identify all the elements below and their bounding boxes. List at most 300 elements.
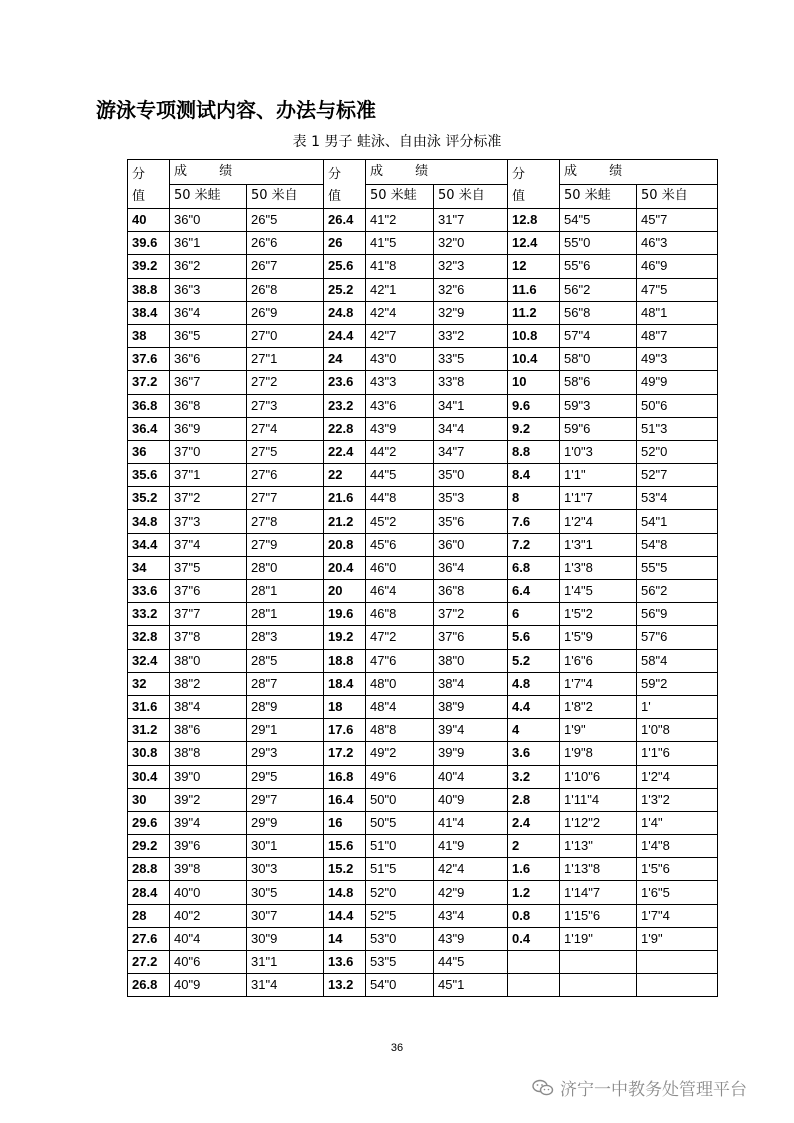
score-cell: 32.4 [128,649,170,672]
score-cell: 36.8 [128,394,170,417]
breaststroke-time-cell: 54"5 [560,209,637,232]
freestyle-time-cell: 28"1 [247,580,324,603]
score-cell: 26.8 [128,974,170,997]
freestyle-time-cell: 35"3 [434,487,508,510]
score-cell: 22.4 [324,440,366,463]
breaststroke-time-cell: 1'13" [560,835,637,858]
score-cell: 16.8 [324,765,366,788]
freestyle-time-cell: 49"9 [637,371,718,394]
table-row [128,603,718,626]
freestyle-time-cell: 27"8 [247,510,324,533]
freestyle-time-cell: 26"7 [247,255,324,278]
breaststroke-time-cell: 37"0 [170,440,247,463]
breaststroke-time-cell: 40"9 [170,974,247,997]
score-cell: 9.2 [508,417,560,440]
breaststroke-time-cell: 45"6 [366,533,434,556]
freestyle-header: 50 米自 [247,184,324,209]
breaststroke-time-cell: 37"1 [170,464,247,487]
freestyle-time-cell: 55"5 [637,556,718,579]
table-row [128,719,718,742]
score-cell [508,974,560,997]
table-row [128,371,718,394]
breaststroke-time-cell: 36"9 [170,417,247,440]
breaststroke-time-cell: 1'6"6 [560,649,637,672]
freestyle-time-cell: 58"4 [637,649,718,672]
breaststroke-time-cell: 36"4 [170,301,247,324]
score-cell: 35.6 [128,464,170,487]
freestyle-time-cell: 39"4 [434,719,508,742]
score-cell: 35.2 [128,487,170,510]
score-cell: 33.2 [128,603,170,626]
score-cell: 29.2 [128,835,170,858]
score-cell: 11.6 [508,278,560,301]
score-cell: 24.4 [324,324,366,347]
breaststroke-time-cell: 48"8 [366,719,434,742]
score-cell: 6 [508,603,560,626]
freestyle-time-cell: 37"2 [434,603,508,626]
score-cell: 30 [128,788,170,811]
freestyle-time-cell: 27"6 [247,464,324,487]
header-row-2 [128,184,718,209]
score-cell: 0.8 [508,904,560,927]
freestyle-time-cell: 28"1 [247,603,324,626]
score-cell: 18 [324,695,366,718]
freestyle-time-cell: 35"0 [434,464,508,487]
freestyle-time-cell: 26"5 [247,209,324,232]
freestyle-time-cell: 28"5 [247,649,324,672]
score-header: 分 值 [128,160,170,209]
freestyle-time-cell: 1'7"4 [637,904,718,927]
breaststroke-time-cell: 44"2 [366,440,434,463]
page-title: 游泳专项测试内容、办法与标准 [96,98,376,122]
freestyle-time-cell: 27"0 [247,324,324,347]
freestyle-time-cell: 56"2 [637,580,718,603]
freestyle-time-cell: 43"9 [434,927,508,950]
breaststroke-time-cell [560,951,637,974]
table-row [128,835,718,858]
breaststroke-time-cell: 53"0 [366,927,434,950]
freestyle-time-cell: 53"4 [637,487,718,510]
score-cell: 6.4 [508,580,560,603]
score-cell: 9.6 [508,394,560,417]
freestyle-time-cell: 31"7 [434,209,508,232]
freestyle-time-cell: 28"7 [247,672,324,695]
score-cell: 31.6 [128,695,170,718]
breaststroke-time-cell: 55"6 [560,255,637,278]
freestyle-header: 50 米自 [637,184,718,209]
breaststroke-time-cell: 56"8 [560,301,637,324]
breaststroke-time-cell: 1'10"6 [560,765,637,788]
table-row [128,394,718,417]
breaststroke-time-cell: 41"2 [366,209,434,232]
freestyle-time-cell: 49"3 [637,348,718,371]
breaststroke-time-cell: 38"0 [170,649,247,672]
breaststroke-time-cell: 54"0 [366,974,434,997]
score-cell: 39.2 [128,255,170,278]
freestyle-time-cell: 32"6 [434,278,508,301]
breaststroke-time-cell: 58"0 [560,348,637,371]
freestyle-time-cell: 29"1 [247,719,324,742]
table-row [128,440,718,463]
freestyle-time-cell: 33"8 [434,371,508,394]
freestyle-time-cell: 28"0 [247,556,324,579]
score-cell: 13.2 [324,974,366,997]
score-cell: 5.6 [508,626,560,649]
freestyle-time-cell: 31"4 [247,974,324,997]
table-row [128,811,718,834]
score-cell: 0.4 [508,927,560,950]
breaststroke-time-cell: 58"6 [560,371,637,394]
freestyle-time-cell: 34"7 [434,440,508,463]
watermark-text: 济宁一中教务处管理平台 [560,1080,747,1100]
breaststroke-time-cell: 1'14"7 [560,881,637,904]
table-row [128,533,718,556]
score-cell: 4.4 [508,695,560,718]
score-cell: 38.8 [128,278,170,301]
freestyle-time-cell: 36"0 [434,533,508,556]
breaststroke-time-cell: 42"7 [366,324,434,347]
freestyle-time-cell: 33"2 [434,324,508,347]
breaststroke-time-cell: 1'11"4 [560,788,637,811]
breaststroke-time-cell: 51"0 [366,835,434,858]
score-cell: 10.8 [508,324,560,347]
breaststroke-time-cell: 38"4 [170,695,247,718]
freestyle-time-cell: 44"5 [434,951,508,974]
table-row [128,904,718,927]
breaststroke-time-cell: 49"6 [366,765,434,788]
breaststroke-time-cell: 1'2"4 [560,510,637,533]
score-cell: 36.4 [128,417,170,440]
breaststroke-time-cell: 1'7"4 [560,672,637,695]
breaststroke-time-cell: 57"4 [560,324,637,347]
score-cell: 21.2 [324,510,366,533]
breaststroke-time-cell: 1'0"3 [560,440,637,463]
score-cell: 28.8 [128,858,170,881]
score-cell: 36 [128,440,170,463]
breaststroke-time-cell: 50"5 [366,811,434,834]
score-cell: 6.8 [508,556,560,579]
freestyle-time-cell: 1'5"6 [637,858,718,881]
breaststroke-time-cell: 46"8 [366,603,434,626]
score-cell: 38.4 [128,301,170,324]
breaststroke-time-cell [560,974,637,997]
freestyle-time-cell: 1' [637,695,718,718]
freestyle-time-cell [637,974,718,997]
score-cell: 10.4 [508,348,560,371]
freestyle-time-cell: 29"9 [247,811,324,834]
score-cell: 20 [324,580,366,603]
freestyle-time-cell: 1'9" [637,927,718,950]
breaststroke-time-cell: 41"8 [366,255,434,278]
table-row [128,556,718,579]
breaststroke-time-cell: 36"5 [170,324,247,347]
freestyle-time-cell: 32"3 [434,255,508,278]
breaststroke-time-cell: 1'12"2 [560,811,637,834]
breaststroke-time-cell: 48"4 [366,695,434,718]
freestyle-time-cell: 27"9 [247,533,324,556]
breaststroke-time-cell: 37"5 [170,556,247,579]
score-cell: 4 [508,719,560,742]
freestyle-time-cell: 36"4 [434,556,508,579]
breaststroke-header: 50 米蛙 [560,184,637,209]
score-header: 分 值 [508,160,560,209]
breaststroke-time-cell: 39"4 [170,811,247,834]
freestyle-time-cell: 32"0 [434,232,508,255]
score-cell: 19.6 [324,603,366,626]
breaststroke-time-cell: 41"5 [366,232,434,255]
score-cell: 34.8 [128,510,170,533]
freestyle-time-cell: 54"1 [637,510,718,533]
breaststroke-time-cell: 39"8 [170,858,247,881]
breaststroke-time-cell: 1'8"2 [560,695,637,718]
breaststroke-time-cell: 36"0 [170,209,247,232]
freestyle-time-cell: 48"1 [637,301,718,324]
breaststroke-time-cell: 37"2 [170,487,247,510]
breaststroke-time-cell: 1'15"6 [560,904,637,927]
freestyle-time-cell: 41"4 [434,811,508,834]
score-cell: 7.6 [508,510,560,533]
score-cell: 13.6 [324,951,366,974]
breaststroke-time-cell: 40"0 [170,881,247,904]
score-cell: 16.4 [324,788,366,811]
breaststroke-time-cell: 46"0 [366,556,434,579]
breaststroke-time-cell: 39"2 [170,788,247,811]
table-row [128,324,718,347]
score-cell: 10 [508,371,560,394]
table-row [128,788,718,811]
freestyle-time-cell: 59"2 [637,672,718,695]
breaststroke-time-cell: 37"4 [170,533,247,556]
table-body [128,209,718,997]
table-row [128,209,718,232]
breaststroke-time-cell: 38"6 [170,719,247,742]
freestyle-time-cell: 38"4 [434,672,508,695]
score-cell: 24.8 [324,301,366,324]
table-row [128,301,718,324]
freestyle-time-cell: 40"4 [434,765,508,788]
header-row-1 [128,160,718,185]
freestyle-time-cell: 29"7 [247,788,324,811]
score-cell: 23.2 [324,394,366,417]
freestyle-time-cell: 26"6 [247,232,324,255]
breaststroke-time-cell: 1'1" [560,464,637,487]
score-cell: 20.8 [324,533,366,556]
table-row [128,927,718,950]
freestyle-header: 50 米自 [434,184,508,209]
freestyle-time-cell: 27"3 [247,394,324,417]
freestyle-time-cell: 30"1 [247,835,324,858]
breaststroke-time-cell: 40"6 [170,951,247,974]
breaststroke-time-cell: 1'1"7 [560,487,637,510]
freestyle-time-cell: 42"4 [434,858,508,881]
freestyle-time-cell: 52"0 [637,440,718,463]
freestyle-time-cell: 39"9 [434,742,508,765]
score-cell: 40 [128,209,170,232]
score-cell: 2 [508,835,560,858]
freestyle-time-cell: 29"5 [247,765,324,788]
breaststroke-time-cell: 37"3 [170,510,247,533]
breaststroke-time-cell: 42"4 [366,301,434,324]
freestyle-time-cell: 36"8 [434,580,508,603]
result-header: 成 绩 [560,160,718,185]
table-row [128,695,718,718]
table-row [128,649,718,672]
freestyle-time-cell: 1'2"4 [637,765,718,788]
table-row [128,487,718,510]
freestyle-time-cell: 46"3 [637,232,718,255]
freestyle-time-cell: 32"9 [434,301,508,324]
score-cell: 25.2 [324,278,366,301]
score-cell: 22.8 [324,417,366,440]
freestyle-time-cell: 30"5 [247,881,324,904]
breaststroke-time-cell: 1'19" [560,927,637,950]
freestyle-time-cell: 38"9 [434,695,508,718]
breaststroke-time-cell: 53"5 [366,951,434,974]
freestyle-time-cell: 34"1 [434,394,508,417]
score-header: 分 值 [324,160,366,209]
table-row [128,464,718,487]
table-row [128,580,718,603]
score-cell: 12 [508,255,560,278]
freestyle-time-cell: 34"4 [434,417,508,440]
breaststroke-time-cell: 51"5 [366,858,434,881]
breaststroke-time-cell: 40"2 [170,904,247,927]
score-cell: 29.6 [128,811,170,834]
freestyle-time-cell: 30"3 [247,858,324,881]
breaststroke-time-cell: 59"3 [560,394,637,417]
result-header: 成 绩 [170,160,324,185]
score-cell: 16 [324,811,366,834]
score-cell: 4.8 [508,672,560,695]
score-cell: 24 [324,348,366,371]
freestyle-time-cell: 42"9 [434,881,508,904]
score-cell: 27.6 [128,927,170,950]
score-cell: 30.4 [128,765,170,788]
table-row [128,278,718,301]
score-cell: 14.4 [324,904,366,927]
freestyle-time-cell: 38"0 [434,649,508,672]
breaststroke-time-cell: 45"2 [366,510,434,533]
score-cell: 28.4 [128,881,170,904]
freestyle-time-cell [637,951,718,974]
breaststroke-time-cell: 1'5"2 [560,603,637,626]
breaststroke-time-cell: 56"2 [560,278,637,301]
wechat-icon [532,1079,554,1097]
breaststroke-time-cell: 55"0 [560,232,637,255]
table-row [128,626,718,649]
freestyle-time-cell: 27"4 [247,417,324,440]
freestyle-time-cell: 1'0"8 [637,719,718,742]
freestyle-time-cell: 51"3 [637,417,718,440]
table-row [128,417,718,440]
score-cell: 5.2 [508,649,560,672]
breaststroke-time-cell: 36"3 [170,278,247,301]
score-cell: 31.2 [128,719,170,742]
score-cell: 19.2 [324,626,366,649]
score-cell: 34.4 [128,533,170,556]
score-cell: 12.8 [508,209,560,232]
freestyle-time-cell: 30"9 [247,927,324,950]
table-row [128,232,718,255]
breaststroke-time-cell: 46"4 [366,580,434,603]
table-row [128,858,718,881]
breaststroke-time-cell: 48"0 [366,672,434,695]
freestyle-time-cell: 26"9 [247,301,324,324]
score-cell: 27.2 [128,951,170,974]
breaststroke-time-cell: 36"2 [170,255,247,278]
freestyle-time-cell: 1'1"6 [637,742,718,765]
breaststroke-header: 50 米蛙 [366,184,434,209]
score-cell: 32.8 [128,626,170,649]
freestyle-time-cell: 47"5 [637,278,718,301]
breaststroke-time-cell: 38"8 [170,742,247,765]
freestyle-time-cell: 37"6 [434,626,508,649]
score-cell: 8 [508,487,560,510]
score-cell: 2.4 [508,811,560,834]
breaststroke-time-cell: 1'4"5 [560,580,637,603]
score-cell: 15.6 [324,835,366,858]
breaststroke-time-cell: 1'13"8 [560,858,637,881]
breaststroke-time-cell: 40"4 [170,927,247,950]
breaststroke-header: 50 米蛙 [170,184,247,209]
freestyle-time-cell: 1'6"5 [637,881,718,904]
freestyle-time-cell: 50"6 [637,394,718,417]
freestyle-time-cell: 27"2 [247,371,324,394]
table-row [128,974,718,997]
freestyle-time-cell: 46"9 [637,255,718,278]
breaststroke-time-cell: 49"2 [366,742,434,765]
page-number: 36 [390,1042,404,1054]
score-cell: 20.4 [324,556,366,579]
breaststroke-time-cell: 36"8 [170,394,247,417]
freestyle-time-cell: 43"4 [434,904,508,927]
score-cell: 1.6 [508,858,560,881]
score-cell: 25.6 [324,255,366,278]
freestyle-time-cell: 29"3 [247,742,324,765]
freestyle-time-cell: 48"7 [637,324,718,347]
score-cell: 3.2 [508,765,560,788]
breaststroke-time-cell: 1'3"8 [560,556,637,579]
freestyle-time-cell: 31"1 [247,951,324,974]
score-cell: 37.6 [128,348,170,371]
breaststroke-time-cell: 39"6 [170,835,247,858]
score-cell: 33.6 [128,580,170,603]
result-header: 成 绩 [366,160,508,185]
score-cell: 21.6 [324,487,366,510]
score-cell: 18.8 [324,649,366,672]
freestyle-time-cell: 35"6 [434,510,508,533]
score-cell: 26 [324,232,366,255]
table-row [128,255,718,278]
breaststroke-time-cell: 1'9" [560,719,637,742]
table-caption: 表 1 男子 蛙泳、自由泳 评分标准 [292,134,502,150]
freestyle-time-cell: 40"9 [434,788,508,811]
breaststroke-time-cell: 37"6 [170,580,247,603]
table-row [128,881,718,904]
breaststroke-time-cell: 47"2 [366,626,434,649]
score-cell: 26.4 [324,209,366,232]
score-cell: 30.8 [128,742,170,765]
breaststroke-time-cell: 37"8 [170,626,247,649]
freestyle-time-cell: 28"9 [247,695,324,718]
freestyle-time-cell: 1'3"2 [637,788,718,811]
breaststroke-time-cell: 43"6 [366,394,434,417]
breaststroke-time-cell: 42"1 [366,278,434,301]
score-cell: 37.2 [128,371,170,394]
freestyle-time-cell: 27"7 [247,487,324,510]
breaststroke-time-cell: 50"0 [366,788,434,811]
breaststroke-time-cell: 52"5 [366,904,434,927]
